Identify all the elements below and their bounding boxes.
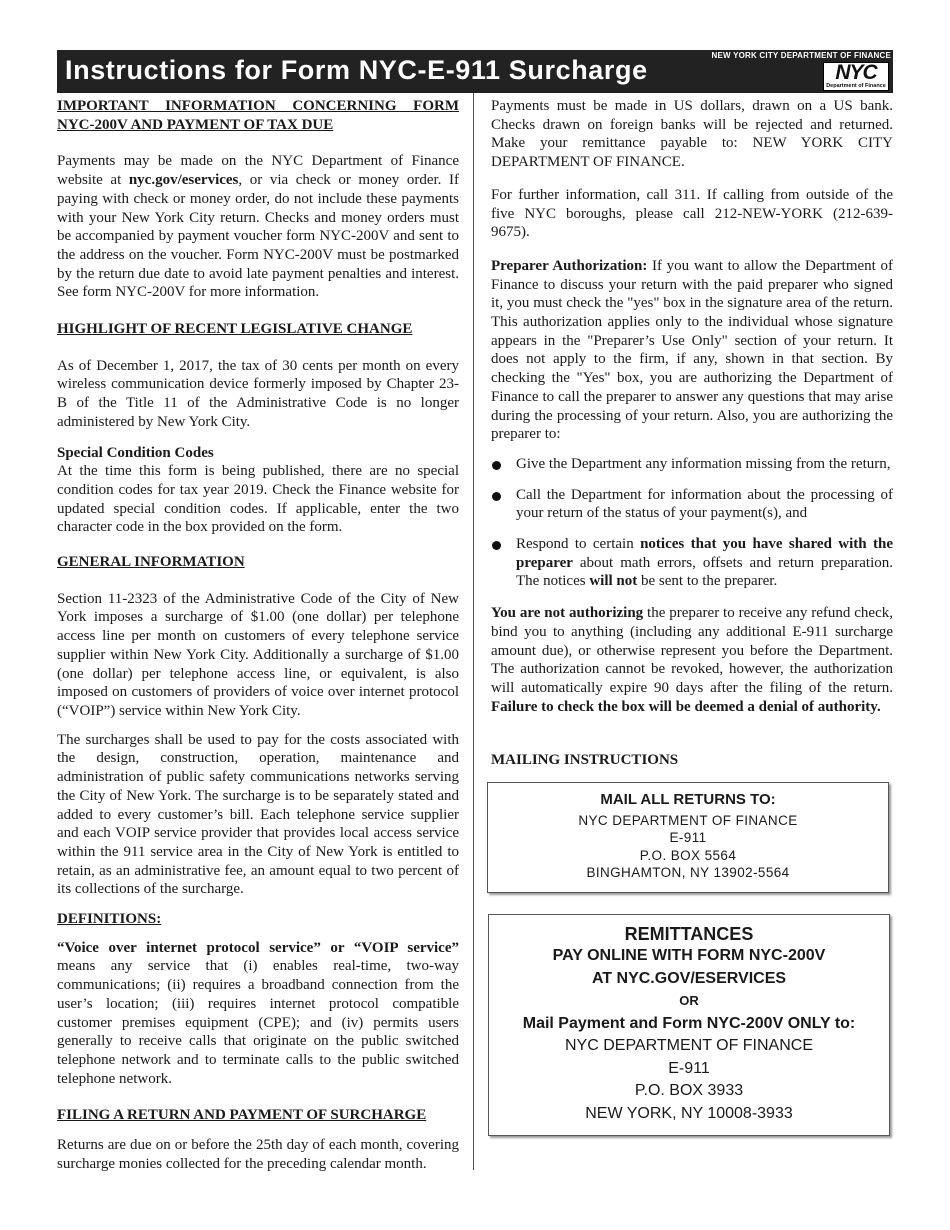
remittances-box (488, 914, 890, 1137)
paragraph-preparer-authorization: Preparer Authorization: If you want to allow the Department of Finance to discuss your return with the paid preparer who signed it, you must check the "yes" box in the signature area of the return. This authorization applies only to the individual whose signature appears in the "Preparer’s Use Only" section of your return. It does not apply to the firm, if any, shown in that section. By checking the "Yes" box, you are authorizing the Department of Finance to call the preparer to answer any questions that may arise during the processing of your return. Also, you are authorizing the preparer to: (491, 257, 893, 443)
remit-online-url: AT NYC.GOV/ESERVICES (591, 969, 787, 987)
heading-special-codes: Special Condition Codes (57, 444, 214, 461)
heading-filing: FILING A RETURN AND PAYMENT OF SURCHARGE (57, 1107, 427, 1124)
paragraph-general-1: Section 11-2323 of the Administrative Code of the City of New York imposes a surcharge of $1.00 (one dollar) per telephone access line per month on customers of every telephone service supplier within New York City. Additionally a surcharge of $1.00 (one dollar) per telephone access line, or equivalent, is also imposed on customers of providers of voice over internet protocol (“VOIP”) service within New York City. (57, 590, 459, 719)
preparer-bullet-list (491, 455, 893, 591)
page-title: Instructions for Form NYC-E-911 Surcharge (65, 55, 648, 85)
mail-box-title: MAIL ALL RETURNS TO: (600, 791, 776, 809)
paragraph-special-codes: At the time this form is being published, there are no special condition codes for tax year 2019. Check the Finance website for updated special condition codes. If applicable, enter the two character code in the box provided on the form. (57, 463, 459, 536)
paragraph-further-info: For further information, call 311. If calling from outside of the five NYC boroughs, please call 212-NEW-YORK (212-639-9675). (491, 186, 893, 241)
heading-general: GENERAL INFORMATION (57, 554, 245, 571)
mail-returns-box (487, 782, 889, 893)
list-item: Respond to certain notices that you have shared with the preparer about math errors, offsets and return preparation. The notices will not be sent to the preparer. (491, 535, 893, 591)
remit-or: OR (679, 993, 699, 1009)
remit-address-line: NYC DEPARTMENT OF FINANCE (564, 1037, 814, 1055)
column-divider (473, 93, 474, 1170)
mail-address-line: BINGHAMTON, NY 13902-5564 (586, 865, 790, 881)
logo-subtitle: Department of Finance (826, 83, 886, 89)
header-bar (57, 50, 893, 93)
left-column (57, 97, 459, 1173)
nyc-logo (823, 62, 889, 91)
remit-online-line: PAY ONLINE WITH FORM NYC-200V (552, 947, 826, 965)
paragraph-filing: Returns are due on or before the 25th day of each month, covering surcharge monies collected for the preceding calendar month. (57, 1137, 459, 1172)
eservices-link-text: nyc.gov/eservices (128, 172, 239, 189)
remit-address-line: P.O. BOX 3933 (634, 1082, 744, 1100)
paragraph-not-authorizing: You are not authorizing the preparer to receive any refund check, bind you to anything (including any additional E-911 surcharge amount due), or otherwise represent you before the Department. The authorization cannot be revoked, however, the authorization will automatically expire 90 days after the filing of the return. Failure to check the box will be deemed a denial of authority. (491, 605, 893, 715)
remit-mail-line: Mail Payment and Form NYC-200V ONLY to: (522, 1014, 856, 1032)
remit-address-line: NEW YORK, NY 10008-3933 (585, 1104, 793, 1122)
paragraph-general-2: The surcharges shall be used to pay for the costs associated with the design, construction, operation, maintenance and administration of public safety communications networks serving the City of New York. The surcharge is to be separately stated and added to every customer’s bill. Each telephone service supplier and each VOIP service provider that provides local access service within the 911 service area in the City of New York is entitled to retain, as an administrative fee, an amount equal to two percent of its collections of the surcharge. (57, 731, 459, 898)
list-item: Call the Department for information about the processing of your return of the status of your payment(s), and (491, 486, 893, 523)
paragraph-definitions: “Voice over internet protocol service” or “VOIP service” means any service that (i) enables real-time, two-way communications; (ii) requires a broadband connection from the user’s location; (iii) requires internet protocol compatible customer premises equipment (CPE); and (iv) permits users generally to receive calls that originate on the public switched telephone network and to terminate calls to the public switched telephone network. (57, 939, 459, 1087)
remit-title: REMITTANCES (624, 923, 754, 944)
remit-address-line: E-911 (668, 1059, 710, 1077)
department-name: NEW YORK CITY DEPARTMENT OF FINANCE (711, 51, 891, 60)
heading-mailing: MAILING INSTRUCTIONS (491, 752, 679, 769)
mail-address-line: E-911 (669, 830, 707, 846)
list-item: Give the Department any information missing from the return, (491, 455, 893, 474)
heading-important: IMPORTANT INFORMATION CONCERNING FORM NYC-200V AND PAYMENT OF TAX DUE (57, 98, 459, 133)
mail-address-line: P.O. BOX 5564 (639, 847, 737, 863)
right-column (491, 97, 893, 1136)
mail-address-line: NYC DEPARTMENT OF FINANCE (578, 812, 798, 828)
heading-highlight: HIGHLIGHT OF RECENT LEGISLATIVE CHANGE (57, 321, 413, 338)
paragraph-payment-options: Payments may be made on the NYC Department of Finance website at nyc.gov/eservices, or via check or money order. If paying with check or money order, do not include these payments with your New York City return. Checks and money orders must be accompanied by payment voucher form NYC-200V and sent to the address on the voucher. Form NYC-200V must be postmarked by the return due date to avoid late payment penalties and interest. See form NYC-200V for more information. (57, 153, 459, 301)
paragraph-payments-us: Payments must be made in US dollars, drawn on a US bank. Checks drawn on foreign banks will be rejected and returned. Make your remittance payable to: NEW YORK CITY DEPARTMENT OF FINANCE. (491, 98, 893, 171)
logo-mark: NYC (835, 61, 877, 84)
paragraph-highlight: As of December 1, 2017, the tax of 30 cents per month on every wireless communication device formerly imposed by Chapter 23-B of the Title 11 of the Administrative Code is no longer administered by New York City. (57, 357, 459, 430)
heading-definitions: DEFINITIONS: (57, 911, 162, 928)
